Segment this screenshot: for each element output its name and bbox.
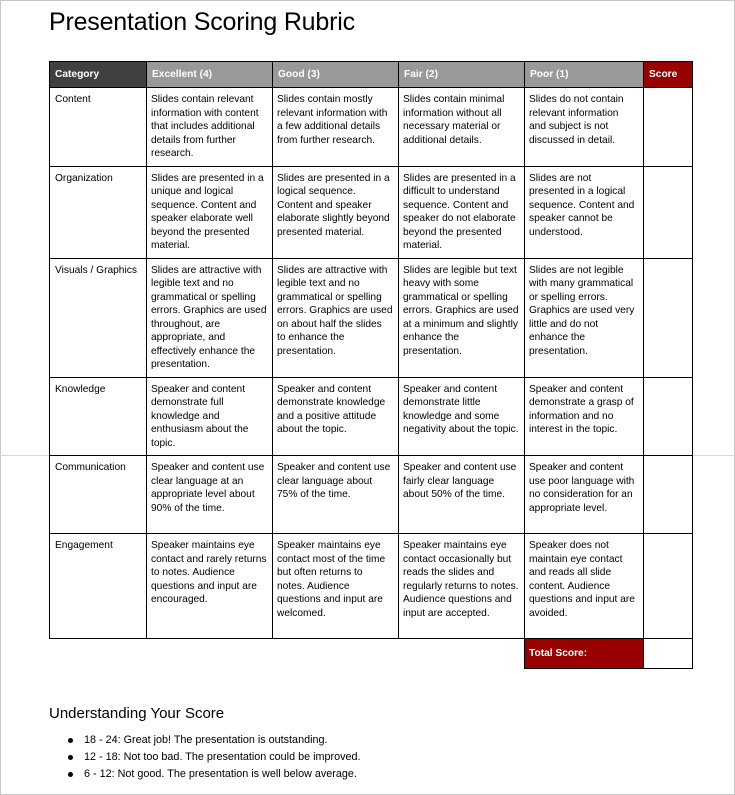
total-score-label: Total Score: <box>525 639 644 669</box>
category-cell: Communication <box>50 456 147 534</box>
fair-cell: Speaker and content demonstrate little knowledge and some negativity about the topic. <box>399 377 525 456</box>
excellent-cell: Slides are presented in a unique and logical sequence. Content and speaker elaborate well beyond the presented material. <box>147 166 273 258</box>
good-cell: Slides are presented in a logical sequence. Content and speaker elaborate slightly beyond presented material. <box>273 166 399 258</box>
rubric-table <box>49 61 693 669</box>
header-category: Category <box>50 62 147 88</box>
excellent-cell: Speaker and content demonstrate full knowledge and enthusiasm about the topic. <box>147 377 273 456</box>
excellent-cell: Speaker maintains eye contact and rarely returns to notes. Audience questions and input are encouraged. <box>147 534 273 639</box>
list-item <box>49 749 361 766</box>
excellent-cell: Speaker and content use clear language at an appropriate level about 90% of the time. <box>147 456 273 534</box>
category-cell: Visuals / Graphics <box>50 258 147 377</box>
poor-cell: Speaker does not maintain eye contact and reads all slide content. Audience questions and input are avoided. <box>525 534 644 639</box>
bullet-icon <box>68 738 73 743</box>
good-cell: Slides are attractive with legible text and no grammatical or spelling errors. Graphics are used on about half the slides to enhance the presentation. <box>273 258 399 377</box>
score-cell[interactable] <box>644 88 693 167</box>
header-poor: Poor (1) <box>525 62 644 88</box>
header-excellent: Excellent (4) <box>147 62 273 88</box>
score-cell[interactable] <box>644 166 693 258</box>
table-row <box>50 377 693 456</box>
excellent-cell: Slides contain relevant information with content that includes additional details from further research. <box>147 88 273 167</box>
bullet-icon <box>68 772 73 777</box>
table-row <box>50 258 693 377</box>
total-score-cell[interactable] <box>644 639 693 669</box>
bullet-icon <box>68 755 73 760</box>
table-row <box>50 88 693 167</box>
poor-cell: Speaker and content demonstrate a grasp of information and no interest in the topic. <box>525 377 644 456</box>
header-fair: Fair (2) <box>399 62 525 88</box>
score-cell[interactable] <box>644 534 693 639</box>
excellent-cell: Slides are attractive with legible text and no grammatical or spelling errors. Graphics are used throughout, are appropriate, and effectively enhance the presentation. <box>147 258 273 377</box>
category-cell: Content <box>50 88 147 167</box>
table-row <box>50 456 693 534</box>
good-cell: Speaker and content demonstrate knowledge and a positive attitude about the topic. <box>273 377 399 456</box>
fair-cell: Speaker and content use fairly clear language about 50% of the time. <box>399 456 525 534</box>
fair-cell: Speaker maintains eye contact occasionally but reads the slides and regularly returns to notes. Audience questions and input are accepted. <box>399 534 525 639</box>
header-good: Good (3) <box>273 62 399 88</box>
poor-cell: Slides are not presented in a logical sequence. Content and speaker cannot be understood. <box>525 166 644 258</box>
legend-item-text: 12 - 18: Not too bad. The presentation could be improved. <box>84 751 361 763</box>
category-cell: Organization <box>50 166 147 258</box>
score-cell[interactable] <box>644 456 693 534</box>
legend-heading: Understanding Your Score <box>49 705 225 722</box>
poor-cell: Speaker and content use poor language with no consideration for an appropriate level. <box>525 456 644 534</box>
score-legend-list <box>49 732 361 783</box>
category-cell: Knowledge <box>50 377 147 456</box>
page-title: Presentation Scoring Rubric <box>49 8 355 36</box>
legend-item-text: 18 - 24: Great job! The presentation is outstanding. <box>84 734 328 746</box>
table-row <box>50 534 693 639</box>
good-cell: Slides contain mostly relevant information with a few additional details from further research. <box>273 88 399 167</box>
table-header-row <box>50 62 693 88</box>
category-cell: Engagement <box>50 534 147 639</box>
good-cell: Speaker maintains eye contact most of the time but often returns to notes. Audience questions and input are welcomed. <box>273 534 399 639</box>
score-cell[interactable] <box>644 258 693 377</box>
table-row <box>50 166 693 258</box>
legend-item-text: 6 - 12: Not good. The presentation is well below average. <box>84 768 357 780</box>
list-item <box>49 766 361 783</box>
fair-cell: Slides are presented in a difficult to understand sequence. Content and speaker do not elaborate beyond the presented material. <box>399 166 525 258</box>
fair-cell: Slides contain minimal information without all necessary material or additional details. <box>399 88 525 167</box>
fair-cell: Slides are legible but text heavy with some grammatical or spelling errors. Graphics are used at a minimum and slightly enhance the presentation. <box>399 258 525 377</box>
score-cell[interactable] <box>644 377 693 456</box>
poor-cell: Slides are not legible with many grammatical or spelling errors. Graphics are used very little and do not enhance the presentation. <box>525 258 644 377</box>
poor-cell: Slides do not contain relevant information and subject is not discussed in detail. <box>525 88 644 167</box>
total-row <box>50 639 693 669</box>
good-cell: Speaker and content use clear language about 75% of the time. <box>273 456 399 534</box>
header-score: Score <box>644 62 693 88</box>
list-item <box>49 732 361 749</box>
